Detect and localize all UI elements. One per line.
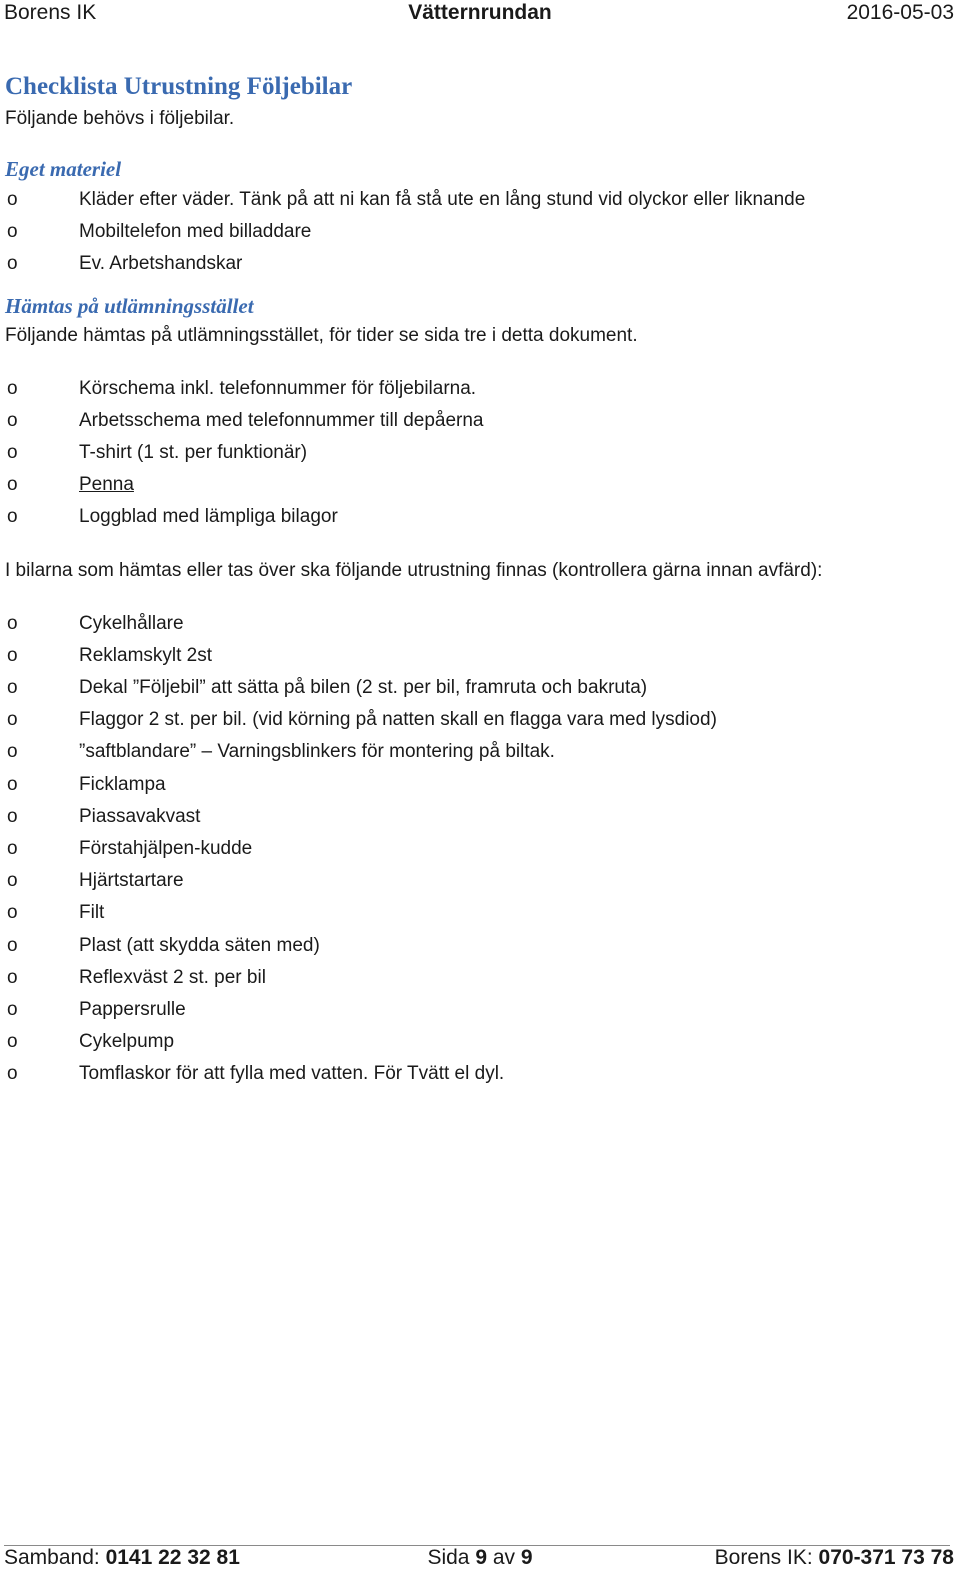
bullet: o [7, 221, 18, 243]
bullet: o [7, 409, 18, 431]
bullet: o [7, 189, 18, 210]
pickup-intro: Följande hämtas på utlämningsstället, för tider se sida tre i detta dokument. [5, 324, 638, 346]
list-item: o Ficklampa [5, 769, 955, 801]
list-item: o Dekal ”Följebil” att sätta på bilen (2 st. per bil, framruta och bakruta) [5, 672, 955, 704]
footer-samband: Samband: 0141 22 32 81 [4, 1546, 240, 1569]
bullet: o [7, 709, 18, 731]
list-item: o ”saftblandare” – Varningsblinkers för montering på biltak. [5, 736, 955, 768]
document-intro: Följande behövs i följebilar. [5, 108, 235, 129]
bullet: o [7, 838, 18, 860]
list-item: o Pappersrulle [5, 994, 955, 1026]
section-heading-pickup: Hämtas på utlämningsstället [5, 293, 254, 318]
footer-club-phone: Borens IK: 070-371 73 78 [714, 1546, 954, 1569]
bullet: o [7, 1063, 18, 1085]
own-material-list [5, 184, 955, 281]
list-item: o Loggblad med lämpliga bilagor [5, 501, 955, 533]
list-item: o Reklamskylt 2st [5, 640, 955, 672]
bullet: o [7, 442, 18, 464]
club-number: 070-371 73 78 [818, 1546, 954, 1569]
bullet: o [7, 474, 18, 496]
header-date: 2016-05-03 [846, 1, 954, 24]
document-title: Checklista Utrustning Följebilar [5, 73, 353, 100]
samband-number: 0141 22 32 81 [105, 1546, 240, 1569]
header-event: Vätternrundan [408, 1, 552, 24]
bullet: o [7, 377, 18, 399]
cars-intro: I bilarna som hämtas eller tas över ska följande utrustning finnas (kontrollera gärna innan avfärd): [5, 559, 823, 581]
section-heading-own-material: Eget materiel [5, 157, 122, 181]
list-item: o Cykelhållare [5, 608, 955, 640]
bullet: o [7, 506, 18, 528]
list-item: o Hjärtstartare [5, 865, 955, 897]
list-item: o Filt [5, 897, 955, 929]
bullet: o [7, 870, 18, 892]
list-item: o Flaggor 2 st. per bil. (vid körning på natten skall en flagga vara med lysdiod) [5, 704, 955, 736]
list-item: o Körschema inkl. telefonnummer för följebilarna. [5, 373, 955, 405]
list-item: o Reflexväst 2 st. per bil [5, 962, 955, 994]
cars-equipment-list [5, 608, 955, 1091]
list-item: o Plast (att skydda säten med) [5, 930, 955, 962]
list-item: o Tomflaskor för att fylla med vatten. För Tvätt el dyl. [5, 1058, 955, 1090]
list-item: o Förstahjälpen-kudde [5, 833, 955, 865]
header-club: Borens IK [4, 1, 97, 24]
bullet: o [7, 902, 18, 924]
bullet: o [7, 253, 18, 275]
list-item: o Cykelpump [5, 1026, 955, 1058]
footer-page-number: Sida 9 av 9 [427, 1546, 533, 1569]
bullet: o [7, 966, 18, 988]
page-footer [0, 1545, 960, 1591]
bullet: o [7, 773, 18, 795]
pickup-list [5, 373, 955, 534]
list-item: o T-shirt (1 st. per funktionär) [5, 437, 955, 469]
bullet: o [7, 677, 18, 699]
list-item: o Ev. Arbetshandskar [5, 248, 955, 280]
list-item: o Arbetsschema med telefonnummer till depåerna [5, 405, 955, 437]
list-item: o Piassavakvast [5, 801, 955, 833]
bullet: o [7, 1031, 18, 1053]
document-body [5, 70, 955, 1091]
list-item: o Kläder efter väder. Tänk på att ni kan få stå ute en lång stund vid olyckor eller liknande [5, 184, 955, 216]
bullet: o [7, 999, 18, 1021]
page-header [0, 0, 960, 28]
bullet: o [7, 805, 18, 827]
bullet: o [7, 741, 18, 763]
bullet: o [7, 934, 18, 956]
list-item: o Penna [5, 469, 955, 501]
list-item: o Mobiltelefon med billaddare [5, 216, 955, 248]
bullet: o [7, 644, 18, 666]
bullet: o [7, 612, 18, 634]
